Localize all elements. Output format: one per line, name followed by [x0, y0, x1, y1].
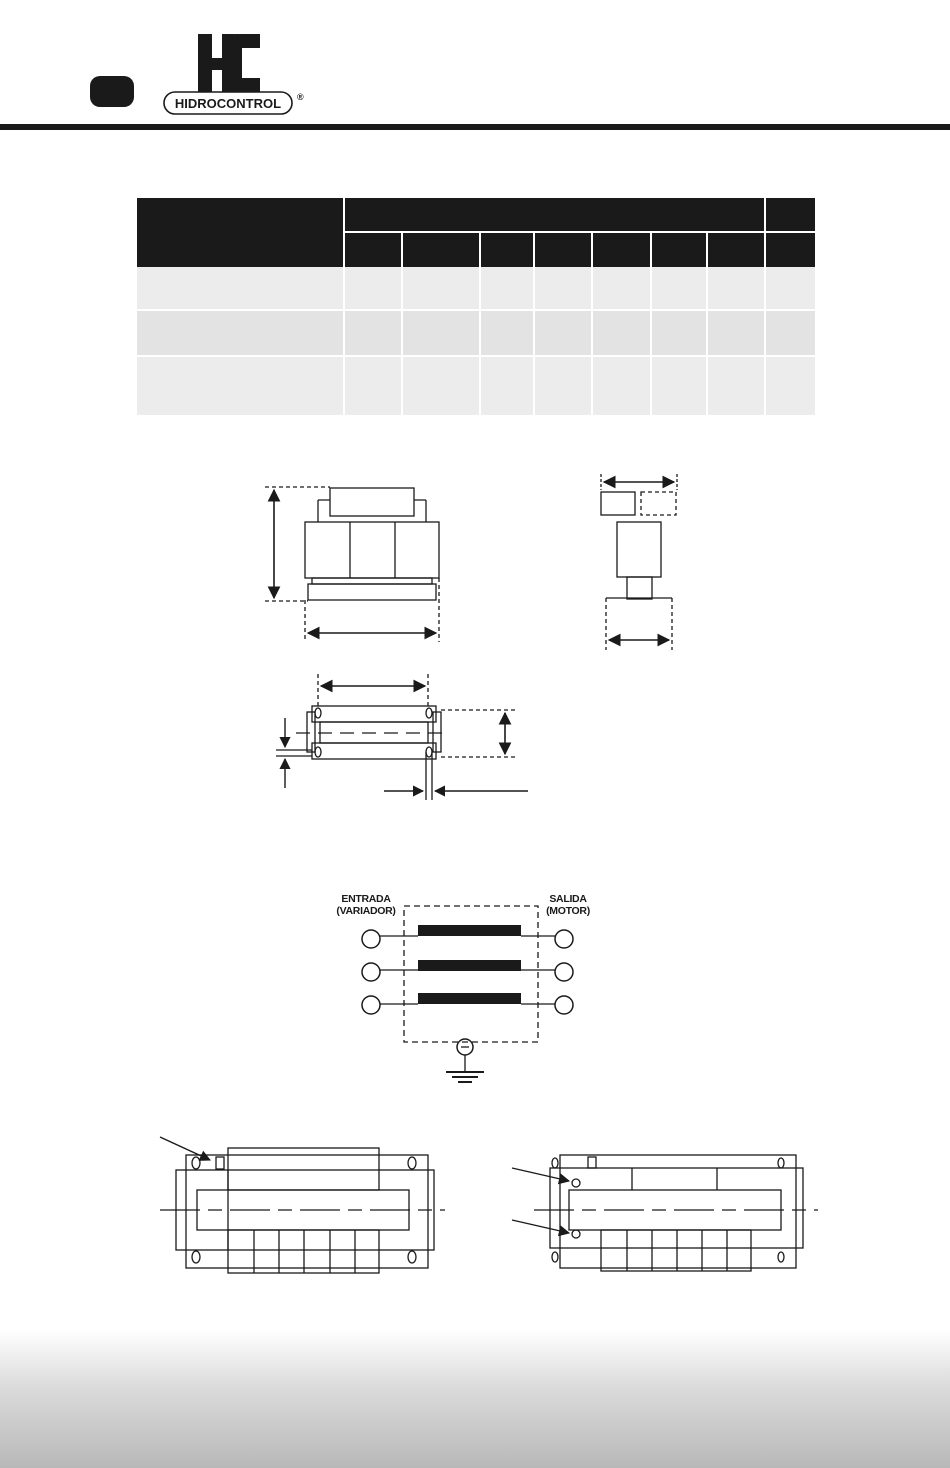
- output-terminal: [555, 963, 573, 981]
- footer-gradient-band: [0, 1330, 950, 1468]
- ground-terminal: [446, 1039, 484, 1082]
- side-view-drawing: [601, 474, 677, 650]
- input-terminal: [362, 996, 380, 1014]
- output-terminal: [555, 930, 573, 948]
- output-terminal: [555, 996, 573, 1014]
- front-view-drawing: [265, 487, 439, 642]
- registered-mark: ®: [297, 92, 304, 102]
- input-terminal: [362, 930, 380, 948]
- output-label: SALIDA: [549, 893, 587, 905]
- assembly-drawing-left: [160, 1137, 445, 1273]
- wiring-schematic: [362, 906, 573, 1082]
- output-label-sub: (MOTOR): [546, 905, 590, 917]
- input-label-sub: (VARIADOR): [336, 905, 396, 917]
- mounting-base-drawing: [276, 674, 528, 800]
- assembly-drawing-right: [512, 1155, 818, 1271]
- brand-name: HIDROCONTROL: [174, 96, 282, 111]
- input-label: ENTRADA: [341, 893, 391, 905]
- input-terminal: [362, 963, 380, 981]
